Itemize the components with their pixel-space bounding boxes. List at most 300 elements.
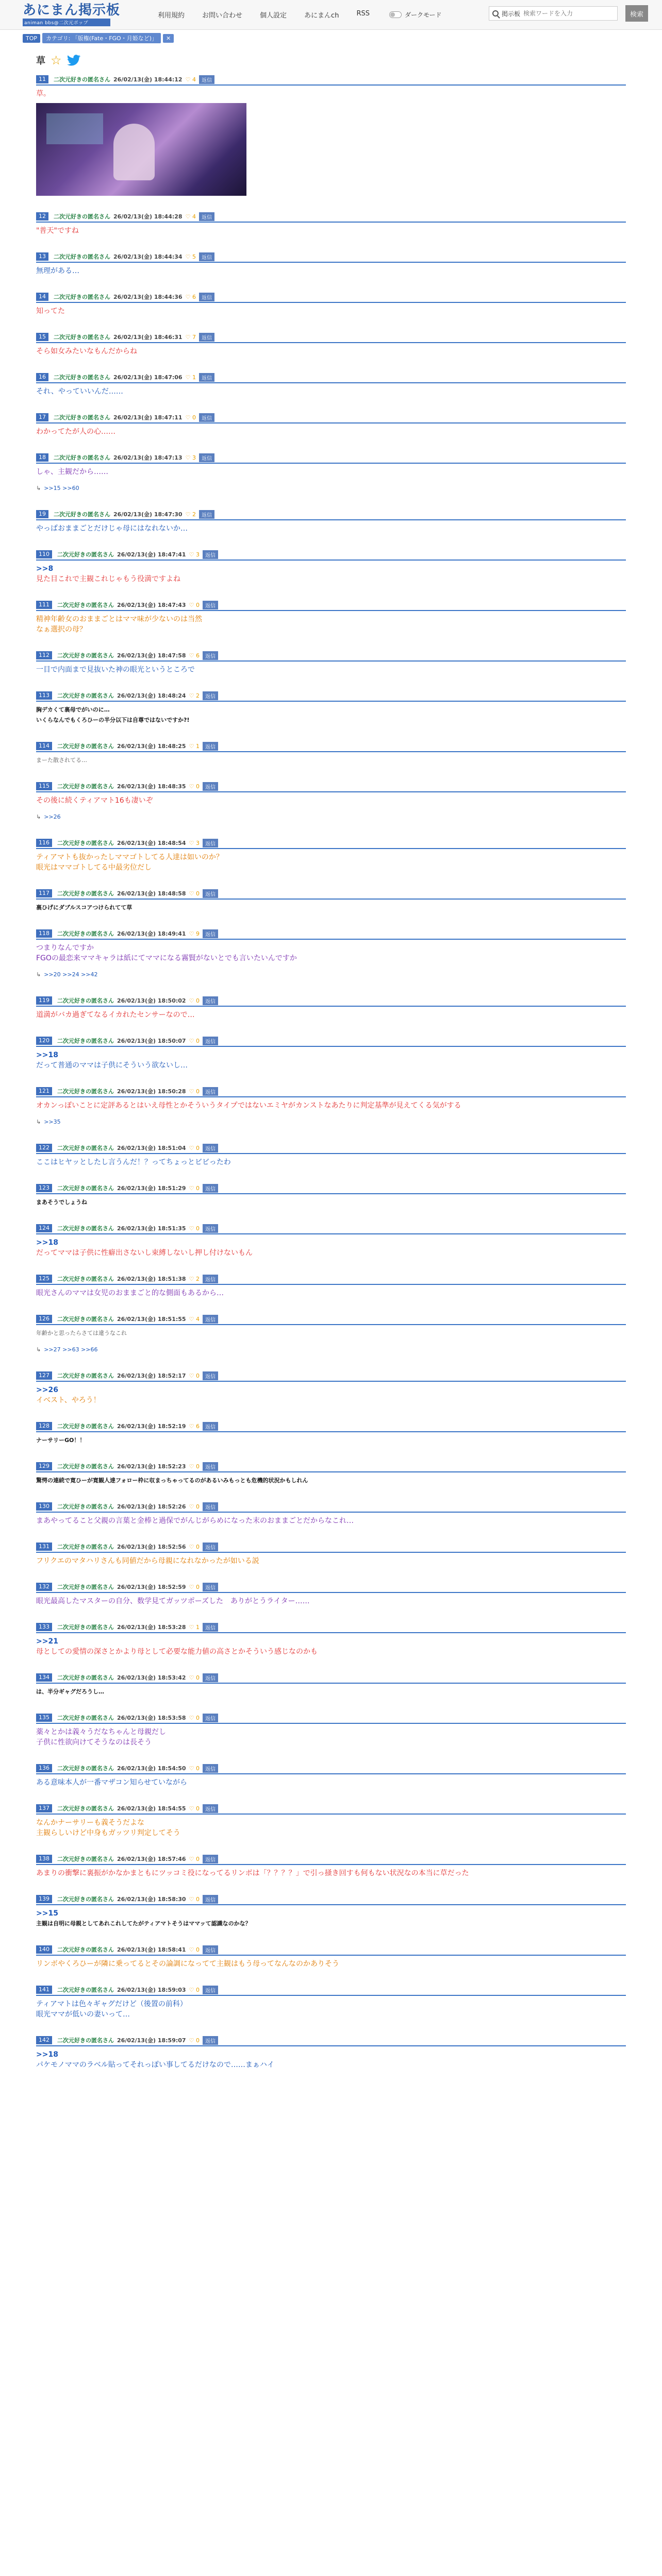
like-value: 0 [195, 1503, 200, 1510]
anchor-link[interactable]: >>21 [36, 1637, 58, 1646]
reply-links[interactable] [36, 812, 626, 822]
like-count[interactable] [189, 692, 200, 699]
heart-icon: ♡ [189, 1422, 194, 1430]
post [36, 1526, 626, 1566]
reply-button[interactable]: 返信 [203, 651, 218, 660]
poster-name: 二次元好きの匿名さん [57, 602, 114, 608]
post-text-line: 草。 [36, 90, 51, 98]
reply-button[interactable]: 返信 [203, 1422, 218, 1431]
post-number[interactable]: 11 [36, 75, 48, 83]
site-logo[interactable] [23, 4, 131, 26]
post [36, 196, 626, 236]
like-count[interactable] [189, 1624, 200, 1631]
reply-button[interactable]: 返信 [203, 1037, 218, 1045]
post-number[interactable]: 19 [36, 510, 48, 518]
like-count[interactable] [186, 253, 196, 260]
post-number[interactable]: 124 [36, 1224, 52, 1232]
poster-name: 二次元好きの匿名さん [57, 1765, 114, 1772]
post-date: 26/02/13(金) 18:47:43 [117, 602, 186, 608]
post-number[interactable]: 13 [36, 252, 48, 261]
post-number[interactable]: 129 [36, 1462, 52, 1470]
toggle-switch[interactable] [389, 11, 402, 18]
post-text-line: オカンっぽいことに定評あるとはいえ母性とかそういうタイプではないエミヤがカンストなあたりに判定基準が見えてくる気がする [36, 1101, 461, 1110]
reply-anchors[interactable]: >>27 >>63 >>66 [44, 1346, 98, 1353]
post-text-line: 道満がバカ過ぎてなるイカれたセンサーなので… [36, 1011, 195, 1019]
reply-button[interactable]: 返信 [203, 1371, 218, 1380]
heart-icon: ♡ [189, 1986, 194, 1993]
post-number[interactable]: 119 [36, 996, 52, 1005]
like-value: 6 [192, 293, 196, 300]
like-value: 5 [192, 253, 196, 260]
reply-button[interactable]: 返信 [203, 1895, 218, 1904]
poster-name: 二次元好きの匿名さん [57, 1316, 114, 1323]
post-number[interactable]: 120 [36, 1037, 52, 1045]
anchor-link[interactable]: >>15 [36, 1909, 58, 1918]
like-count[interactable] [189, 652, 200, 659]
reply-button[interactable]: 返信 [203, 1764, 218, 1773]
like-value: 3 [195, 551, 200, 558]
post-number[interactable]: 122 [36, 1144, 52, 1152]
search-button[interactable]: 検索 [625, 5, 648, 22]
reply-anchors[interactable]: >>15 >>60 [44, 485, 79, 492]
heart-icon: ♡ [189, 1225, 194, 1232]
logo-title[interactable]: あにまん掲示板 [23, 2, 121, 18]
reply-button[interactable]: 返信 [199, 333, 214, 342]
post-number[interactable]: 138 [36, 1855, 52, 1863]
post-number[interactable]: 128 [36, 1422, 52, 1430]
breadcrumb-category[interactable]: カテゴリ: 「版権(Fate・FGO・月姫など)」 [42, 33, 161, 43]
post-header [36, 650, 626, 662]
like-count[interactable] [186, 414, 196, 421]
poster-name: 二次元好きの匿名さん [57, 1185, 114, 1192]
poster-name: 二次元好きの匿名さん [57, 1987, 114, 1993]
post [36, 1127, 626, 1167]
post-date: 26/02/13(金) 18:58:30 [117, 1896, 186, 1903]
post-header [36, 1086, 626, 1097]
twitter-icon[interactable] [67, 55, 80, 66]
heart-icon: ♡ [185, 374, 191, 381]
like-value: 0 [195, 1805, 200, 1812]
breadcrumb [0, 30, 662, 46]
like-count[interactable] [186, 511, 196, 518]
post-text-line: つまりなんですか [36, 944, 94, 952]
post-body [36, 1774, 626, 1788]
favorite-star-icon[interactable]: ☆ [51, 53, 62, 67]
post-text-line: 知ってた [36, 307, 65, 315]
post [36, 236, 626, 276]
reply-links[interactable] [36, 1117, 626, 1127]
reply-anchors[interactable]: >>35 [44, 1118, 61, 1125]
like-value: 0 [195, 1225, 200, 1232]
like-count[interactable] [189, 551, 200, 558]
post-header [36, 292, 626, 303]
post-date: 26/02/13(金) 18:48:54 [117, 840, 186, 846]
heart-icon: ♡ [189, 601, 194, 608]
post-date: 26/02/13(金) 18:52:59 [117, 1584, 186, 1590]
reply-button[interactable]: 返信 [203, 1673, 218, 1682]
nav-terms[interactable]: 利用規約 [158, 12, 185, 20]
reply-button[interactable]: 返信 [203, 1315, 218, 1324]
reply-button[interactable]: 返信 [203, 1804, 218, 1813]
poster-name: 二次元好きの匿名さん [57, 840, 114, 846]
post-text-line: リンボやくろひーが隣に乗ってるとその論調になってて主観はもう母ってなんなのかありそう [36, 1960, 339, 1968]
reply-links[interactable] [36, 970, 626, 980]
post-number[interactable]: 121 [36, 1087, 52, 1095]
post-number[interactable]: 112 [36, 651, 52, 659]
post-date: 26/02/13(金) 18:47:06 [113, 374, 183, 381]
post-body [36, 611, 626, 635]
reply-button[interactable]: 返信 [203, 1543, 218, 1551]
post-text-line: 眼光はママゴトしてる中最劣位だし [36, 863, 152, 872]
post-date: 26/02/13(金) 18:50:07 [117, 1038, 186, 1044]
poster-name: 二次元好きの匿名さん [54, 374, 110, 381]
post [36, 1405, 626, 1446]
anchor-link[interactable]: >>18 [36, 1239, 58, 1247]
heart-icon: ♡ [189, 551, 194, 558]
like-count[interactable] [189, 997, 200, 1004]
reply-button[interactable]: 返信 [203, 1224, 218, 1233]
post-number[interactable]: 140 [36, 1945, 52, 1954]
post [36, 1697, 626, 1748]
reply-arrow-icon: ↳ [36, 1346, 41, 1353]
post-number[interactable]: 135 [36, 1714, 52, 1722]
post-header [36, 1985, 626, 1996]
search-input[interactable] [523, 10, 595, 17]
reply-button[interactable]: 返信 [203, 1583, 218, 1591]
heart-icon: ♡ [189, 1144, 194, 1151]
like-count[interactable] [189, 602, 200, 608]
post-header [36, 1763, 626, 1774]
post-number[interactable]: 132 [36, 1583, 52, 1591]
post-number[interactable]: 114 [36, 742, 52, 750]
heart-icon: ♡ [189, 1275, 194, 1282]
like-count[interactable] [189, 1372, 200, 1379]
post-date: 26/02/13(金) 18:51:35 [117, 1225, 186, 1232]
post-header [36, 1314, 626, 1325]
poster-name: 二次元好きの匿名さん [57, 997, 114, 1004]
like-count[interactable] [189, 1225, 200, 1232]
post-body [36, 561, 626, 584]
reply-anchors[interactable]: >>20 >>24 >>42 [44, 971, 98, 978]
post-header [36, 1854, 626, 1865]
like-count[interactable] [186, 294, 196, 300]
reply-button[interactable]: 返信 [203, 782, 218, 791]
reply-button[interactable]: 返信 [203, 996, 218, 1005]
like-count[interactable] [189, 1674, 200, 1681]
like-count[interactable] [189, 1145, 200, 1151]
like-count[interactable] [189, 743, 200, 750]
heart-icon: ♡ [189, 1503, 194, 1510]
like-count[interactable] [186, 76, 196, 83]
like-count[interactable] [186, 334, 196, 341]
heart-icon: ♡ [189, 1714, 194, 1721]
post-header [36, 1223, 626, 1234]
post-header [36, 888, 626, 900]
post [36, 1446, 626, 1486]
heart-icon: ♡ [185, 253, 191, 260]
post [36, 1355, 626, 1405]
post-number[interactable]: 14 [36, 293, 48, 301]
post-header [36, 1143, 626, 1154]
heart-icon: ♡ [189, 1674, 194, 1681]
post [36, 1486, 626, 1526]
post [36, 316, 626, 357]
post-date: 26/02/13(金) 18:47:11 [113, 414, 183, 421]
reply-button[interactable]: 返信 [203, 550, 218, 559]
post-number[interactable]: 17 [36, 413, 48, 421]
like-value: 2 [195, 692, 200, 699]
post-date: 26/02/13(金) 18:47:13 [113, 454, 183, 461]
post-body [36, 662, 626, 675]
post [36, 1788, 626, 1838]
post-body [36, 849, 626, 873]
like-count[interactable] [189, 1316, 200, 1323]
breadcrumb-close[interactable]: ✕ [163, 34, 174, 43]
poster-name: 二次元好きの匿名さん [54, 213, 110, 220]
like-value: 1 [195, 742, 200, 750]
reply-button[interactable]: 返信 [203, 691, 218, 700]
post-number[interactable]: 18 [36, 453, 48, 462]
post-date: 26/02/13(金) 18:47:41 [117, 551, 186, 558]
like-count[interactable] [189, 2037, 200, 2044]
post-text-line: それ、やっていいんだ…… [36, 387, 123, 396]
post-number[interactable]: 134 [36, 1673, 52, 1682]
post [36, 913, 626, 980]
post-header [36, 1713, 626, 1724]
post [36, 1606, 626, 1657]
reply-links[interactable] [36, 1345, 626, 1355]
post-text-line: だってママは子供に性癖出さないし束縛しないし押し付けないもん [36, 1249, 253, 1257]
nav-contact[interactable]: お問い合わせ [202, 12, 243, 20]
reply-button[interactable]: 返信 [199, 373, 214, 382]
reply-button[interactable]: 返信 [203, 1275, 218, 1283]
reply-button[interactable]: 返信 [203, 929, 218, 938]
poster-name: 二次元好きの匿名さん [54, 414, 110, 421]
like-value: 0 [195, 1184, 200, 1192]
post-number[interactable]: 123 [36, 1184, 52, 1192]
reply-button[interactable]: 返信 [203, 839, 218, 848]
like-value: 0 [195, 1946, 200, 1953]
like-value: 0 [195, 1144, 200, 1151]
like-value: 2 [195, 1275, 200, 1282]
poster-name: 二次元好きの匿名さん [57, 1584, 114, 1590]
poster-name: 二次元好きの匿名さん [57, 930, 114, 937]
post-text-line: 子供に性欲向けてそうなのは長そう [36, 1738, 152, 1747]
post-number[interactable]: 110 [36, 550, 52, 558]
post-body [36, 940, 626, 980]
post-header [36, 412, 626, 423]
like-count[interactable] [189, 1503, 200, 1510]
post-body [36, 383, 626, 397]
post-number[interactable]: 125 [36, 1275, 52, 1283]
post-number[interactable]: 136 [36, 1764, 52, 1772]
like-count[interactable] [189, 1946, 200, 1953]
post-body [36, 2046, 626, 2070]
reply-button[interactable]: 返信 [203, 1144, 218, 1153]
like-count[interactable] [189, 1463, 200, 1470]
like-count[interactable] [186, 213, 196, 220]
poster-name: 二次元好きの匿名さん [57, 890, 114, 897]
post-number[interactable]: 117 [36, 889, 52, 897]
reply-button[interactable]: 返信 [203, 2036, 218, 2045]
reply-button[interactable]: 返信 [203, 1462, 218, 1471]
reply-button[interactable]: 返信 [203, 742, 218, 751]
like-count[interactable] [189, 1805, 200, 1812]
like-count[interactable] [189, 1715, 200, 1721]
post-number[interactable]: 115 [36, 782, 52, 790]
post-date: 26/02/13(金) 18:52:56 [117, 1544, 186, 1550]
post-number[interactable]: 133 [36, 1623, 52, 1631]
reply-button[interactable]: 返信 [199, 510, 214, 519]
post [36, 1929, 626, 1969]
post-header [36, 928, 626, 940]
reply-button[interactable]: 返信 [199, 453, 214, 462]
heart-icon: ♡ [185, 414, 191, 421]
anchor-link[interactable]: >>8 [36, 565, 54, 573]
like-value: 4 [195, 1315, 200, 1323]
post-header [36, 1421, 626, 1432]
like-count[interactable] [186, 374, 196, 381]
post-body [36, 1633, 626, 1657]
post-number[interactable]: 116 [36, 839, 52, 847]
post-number[interactable]: 126 [36, 1315, 52, 1323]
like-count[interactable] [189, 1987, 200, 1993]
post-number[interactable]: 141 [36, 1986, 52, 1994]
nav-animanch[interactable]: あにまんch [304, 12, 339, 20]
post-body [36, 1432, 626, 1446]
heart-icon: ♡ [189, 652, 194, 659]
like-count[interactable] [189, 1584, 200, 1590]
post-image[interactable] [36, 103, 246, 196]
like-count[interactable] [189, 1185, 200, 1192]
like-value: 0 [195, 1674, 200, 1681]
post-number[interactable]: 130 [36, 1502, 52, 1511]
post-number[interactable]: 131 [36, 1543, 52, 1551]
like-count[interactable] [189, 1038, 200, 1044]
dark-mode-toggle[interactable] [389, 10, 442, 19]
like-count[interactable] [186, 454, 196, 461]
post-text-line: まあやってること父親の言葉と金棒と過保でがんじがらめになった末のおままごとだからなこれ… [36, 1517, 354, 1525]
anchor-link[interactable]: >>18 [36, 1051, 58, 1059]
reply-button[interactable]: 返信 [199, 252, 214, 261]
reply-button[interactable]: 返信 [203, 601, 218, 609]
like-count[interactable] [189, 840, 200, 846]
post-number[interactable]: 139 [36, 1895, 52, 1903]
like-count[interactable] [189, 1765, 200, 1772]
post-number[interactable]: 142 [36, 2036, 52, 2044]
post-number[interactable]: 12 [36, 212, 48, 221]
heart-icon: ♡ [189, 890, 194, 897]
post-header [36, 838, 626, 849]
post-date: 26/02/13(金) 18:53:28 [117, 1624, 186, 1631]
reply-button[interactable]: 返信 [203, 1184, 218, 1193]
post-date: 26/02/13(金) 18:48:35 [117, 783, 186, 790]
reply-button[interactable]: 返信 [203, 889, 218, 898]
heart-icon: ♡ [185, 293, 191, 300]
post-body [36, 223, 626, 236]
like-value: 6 [195, 652, 200, 659]
post [36, 766, 626, 822]
post-body [36, 1513, 626, 1526]
reply-button[interactable]: 返信 [203, 1087, 218, 1096]
post-number[interactable]: 137 [36, 1804, 52, 1812]
post-body [36, 464, 626, 494]
post-number[interactable]: 15 [36, 333, 48, 341]
post-body [36, 423, 626, 437]
like-count[interactable] [189, 930, 200, 937]
post-number[interactable]: 111 [36, 601, 52, 609]
search-scope-select[interactable]: 掲示板 [502, 10, 521, 18]
anchor-link[interactable]: >>18 [36, 2050, 58, 2059]
post-text-line: まーた散されてる… [36, 757, 87, 764]
like-count[interactable] [189, 1896, 200, 1903]
post-text-line: 胸デカくて裏母でがいのに… [36, 706, 110, 713]
like-count[interactable] [189, 1088, 200, 1095]
like-value: 0 [195, 1895, 200, 1903]
post-text-line: ティアマトは色々ギャグだけど（後置の前科） [36, 2000, 187, 2008]
reply-button[interactable]: 返信 [203, 1714, 218, 1722]
like-count[interactable] [189, 1276, 200, 1282]
reply-button[interactable]: 返信 [203, 1945, 218, 1954]
post-body [36, 1047, 626, 1071]
reply-button[interactable]: 返信 [199, 413, 214, 422]
reply-button[interactable]: 返信 [199, 75, 214, 84]
breadcrumb-top[interactable]: TOP [23, 34, 40, 43]
post-list [0, 67, 662, 2070]
like-count[interactable] [189, 1856, 200, 1862]
like-count[interactable] [189, 783, 200, 790]
heart-icon: ♡ [189, 1895, 194, 1903]
post-text-line: パケモノママのラベル貼ってそれっぽい事してるだけなので……まぁハイ [36, 2061, 274, 2069]
reply-button[interactable]: 返信 [203, 1502, 218, 1511]
heart-icon: ♡ [185, 213, 191, 220]
post-text-line: そら如女みたいなもんだからね [36, 347, 137, 355]
post-date: 26/02/13(金) 18:48:25 [117, 743, 186, 750]
like-count[interactable] [189, 1423, 200, 1430]
post-text-line: なぁ選択の母？ [36, 625, 87, 634]
poster-name: 二次元好きの匿名さん [57, 1674, 114, 1681]
post-number[interactable]: 113 [36, 691, 52, 700]
post-number[interactable]: 118 [36, 929, 52, 938]
reply-button[interactable]: 返信 [199, 293, 214, 301]
like-value: 1 [192, 374, 196, 381]
nav-settings[interactable]: 個人設定 [260, 12, 287, 20]
post [36, 1167, 626, 1208]
reply-button[interactable]: 返信 [203, 1986, 218, 1994]
reply-button[interactable]: 返信 [199, 212, 214, 221]
poster-name: 二次元好きの匿名さん [57, 1038, 114, 1044]
thread-title-row [0, 46, 662, 67]
post-header [36, 1461, 626, 1472]
like-value: 4 [192, 76, 196, 83]
reply-button[interactable]: 返信 [203, 1855, 218, 1863]
like-count[interactable] [189, 1544, 200, 1550]
post-text-line: わかってたが人の心…… [36, 428, 115, 436]
heart-icon: ♡ [189, 1088, 194, 1095]
poster-name: 二次元好きの匿名さん [57, 1544, 114, 1550]
like-count[interactable] [189, 890, 200, 897]
post-date: 26/02/13(金) 18:47:30 [113, 511, 183, 518]
anchor-link[interactable]: >>26 [36, 1386, 58, 1394]
post-number[interactable]: 16 [36, 373, 48, 381]
post-date: 26/02/13(金) 18:51:38 [117, 1276, 186, 1282]
post-date: 26/02/13(金) 18:52:19 [117, 1423, 186, 1430]
post-number[interactable]: 127 [36, 1371, 52, 1380]
nav-rss[interactable]: RSS [356, 10, 370, 18]
reply-links[interactable] [36, 483, 626, 494]
reply-anchors[interactable]: >>26 [44, 814, 61, 820]
reply-button[interactable]: 返信 [203, 1623, 218, 1632]
